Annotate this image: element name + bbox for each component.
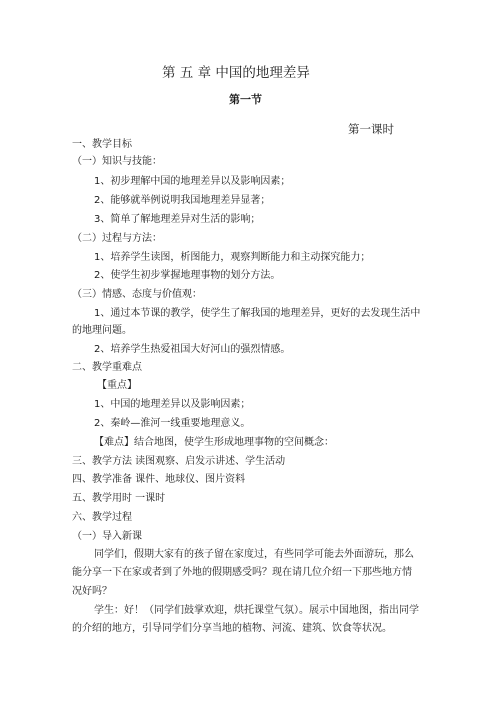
body-line: 四、教学准备 课件、地球仪、图片资料 (72, 474, 246, 485)
body-line: 【难点】结合地图，使学生形成地理事物的空间概念： (94, 437, 334, 448)
body-line: 2、培养学生热爱祖国大好河山的强烈情感。 (94, 344, 291, 355)
body-line: 【重点】 (97, 380, 137, 391)
body-line: 五、教学用时 一课时 (72, 493, 166, 504)
body-line: 1、培养学生读图，析图能力，观察判断能力和主动探究能力； (94, 252, 371, 263)
body-line: 一、教学目标 (72, 139, 132, 150)
body-line: （一）导入新课 (72, 531, 142, 542)
body-line: （二）过程与方法： (72, 233, 162, 244)
body-line: 三、教学方法 读图观察、启发示讲述、学生活动 (72, 456, 286, 467)
body-line: 六、教学过程 (72, 512, 132, 523)
body-line: 2、使学生初步掌握地理事物的划分方法。 (94, 270, 281, 281)
body-line: 能分享一下在家或者到了外地的假期感受吗？现在请几位介绍一下那些地方情 (72, 567, 412, 578)
lesson-label: 第一课时 (348, 122, 394, 136)
body-line: 二、教学重难点 (72, 362, 142, 373)
body-line: 2、能够就举例说明我国地理差异显著； (94, 195, 271, 206)
body-line: 2、秦岭—淮河一线重要地理意义。 (94, 418, 251, 429)
section-title: 第一节 (229, 93, 262, 106)
body-line: 3、简单了解地理差异对生活的影响； (94, 214, 261, 225)
body-line: 同学们，假期大家有的孩子留在家度过，有些同学可能去外面游玩，那么 (94, 549, 414, 560)
body-line: 1、初步理解中国的地理差异以及影响因素； (94, 176, 291, 187)
body-line: 的地理问题。 (72, 325, 132, 336)
body-line: （一）知识与技能： (72, 156, 162, 167)
body-line: 的介绍的地方，引导同学们分享当地的植物、河流、建筑、饮食等状况。 (72, 623, 392, 634)
body-line: 学生：好！（同学们鼓掌欢迎，烘托课堂气氛）。展示中国地图，指出同学 (94, 605, 419, 616)
chapter-title: 第 五 章 中国的地理差异 (162, 65, 310, 81)
body-line: 1、通过本节课的教学，使学生了解我国的地理差异，更好的去发现生活中 (94, 308, 421, 319)
body-line: 况好吗？ (72, 586, 112, 597)
body-line: （三）情感、态度与价值观： (72, 289, 202, 300)
body-line: 1、中国的地理差异以及影响因素； (94, 399, 251, 410)
